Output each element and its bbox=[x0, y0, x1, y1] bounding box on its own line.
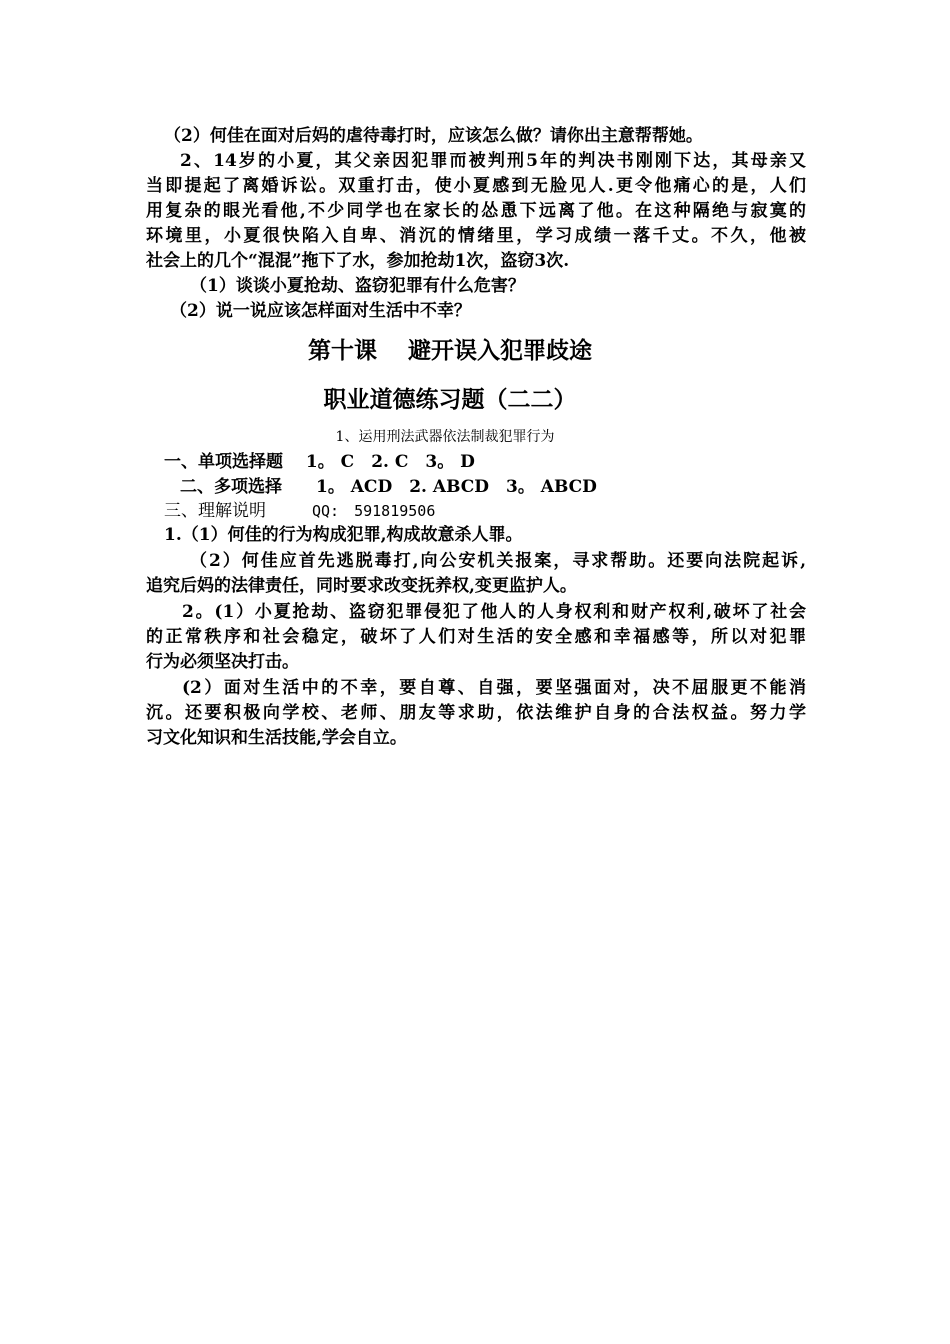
question-2-part-2: （2）说一说应该怎样面对生活中不幸？ bbox=[170, 301, 471, 321]
answer-single-choice: 一、单项选择题 1。 C 2. C 3。 D bbox=[164, 452, 475, 472]
lesson-title: 第十课 避开误入犯罪歧途 bbox=[307, 337, 592, 364]
answer-2-part-2-line-2: 沉。还要积极向学校、老师、朋友等求助，依法维护自身的合法权益。努力学 bbox=[146, 703, 806, 723]
question-2-line-5: 社会上的几个“混混”拖下了水，参加抢劫1次，盗窃3次. bbox=[146, 251, 570, 271]
question-1-part-2: （2）何佳在面对后妈的虐待毒打时，应该怎么做？请你出主意帮帮她。 bbox=[164, 126, 703, 146]
answer-1-part-1: 1.（1）何佳的行为构成犯罪,构成故意杀人罪。 bbox=[164, 525, 523, 545]
answer-explain-label: 三、理解说明 bbox=[164, 501, 266, 521]
answer-2-part-1-line-2: 的正常秩序和社会稳定，破坏了人们对生活的安全感和幸福感等，所以对犯罪 bbox=[146, 627, 806, 647]
question-2-line-2: 当即提起了离婚诉讼。双重打击，使小夏感到无脸见人.更令他痛心的是，人们 bbox=[146, 176, 806, 196]
question-2-line-4: 环境里，小夏很快陷入自卑、消沉的情绪里，学习成绩一落千丈。不久，他被 bbox=[146, 226, 806, 246]
answer-title: 职业道德练习题（二二） bbox=[323, 386, 577, 413]
answer-1-part-2-line-2: 追究后妈的法律责任，同时要求改变抚养权,变更监护人。 bbox=[146, 576, 577, 596]
answer-multiple-choice: 二、多项选择 1。 ACD 2. ABCD 3。 ABCD bbox=[180, 477, 597, 497]
answer-1-part-2-line-1: （2）何佳应首先逃脱毒打,向公安机关报案，寻求帮助。还要向法院起诉, bbox=[190, 551, 806, 571]
question-2-part-1: （1）谈谈小夏抢劫、盗窃犯罪有什么危害？ bbox=[190, 276, 525, 296]
question-2-line-1: 2、14岁的小夏，其父亲因犯罪而被判刑5年的判决书刚刚下达，其母亲又 bbox=[180, 151, 806, 171]
answer-subtitle: 1、运用刑法武器依法制裁犯罪行为 bbox=[335, 429, 555, 445]
answer-2-part-1-line-1: 2。(1）小夏抢劫、盗窃犯罪侵犯了他人的人身权利和财产权利,破坏了社会 bbox=[182, 602, 806, 622]
qq-number: QQ: 591819506 bbox=[312, 502, 436, 520]
question-2-line-3: 用复杂的眼光看他,不少同学也在家长的怂恿下远离了他。在这种隔绝与寂寞的 bbox=[146, 201, 806, 221]
answer-2-part-2-line-1: (2）面对生活中的不幸，要自尊、自强，要坚强面对，决不屈服更不能消 bbox=[182, 678, 806, 698]
answer-2-part-2-line-3: 习文化知识和生活技能,学会自立。 bbox=[146, 728, 407, 748]
answer-2-part-1-line-3: 行为必须坚决打击。 bbox=[146, 652, 299, 672]
